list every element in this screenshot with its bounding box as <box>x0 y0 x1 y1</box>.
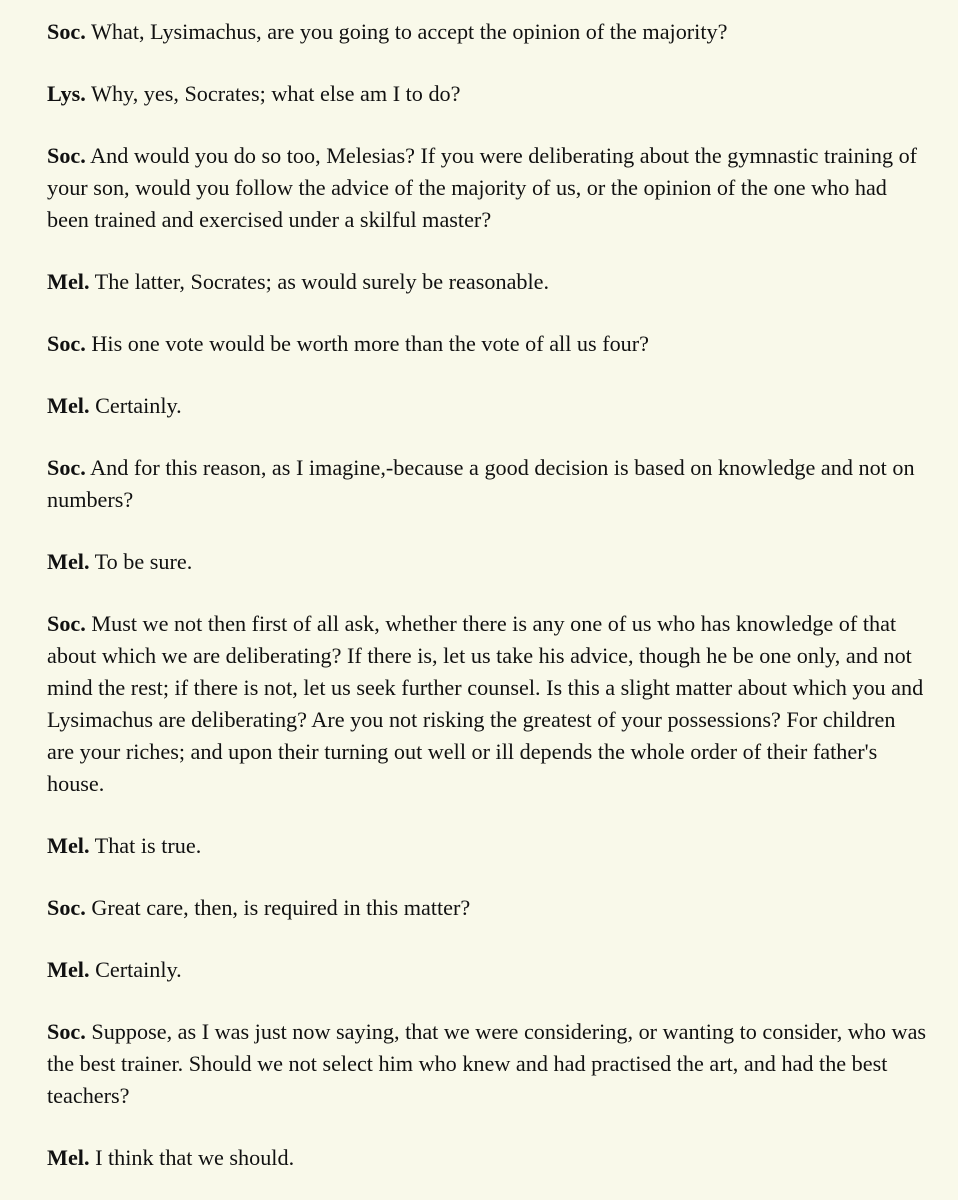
speaker-label: Soc. <box>47 1019 86 1044</box>
dialogue-line <box>47 546 928 578</box>
speaker-label: Mel. <box>47 833 90 858</box>
speaker-label: Soc. <box>47 455 86 480</box>
dialogue-text: Must we not then first of all ask, whether there is any one of us who has knowledge of that about which we are deliberating? If there is, let us take his advice, though he be one only, and not mind the rest; if there is not, let us seek further counsel. Is this a slight matter about which you and Lysimachus are deliberating? Are you not risking the greatest of your possessions? For children are your riches; and upon their turning out well or ill depends the whole order of their father's house. <box>47 611 924 796</box>
speaker-label: Mel. <box>47 269 90 294</box>
dialogue-line <box>47 1142 928 1174</box>
dialogue-text: What, Lysimachus, are you going to accept the opinion of the majority? <box>85 19 728 44</box>
speaker-label: Soc. <box>47 895 86 920</box>
dialogue-line <box>47 608 928 800</box>
speaker-label: Soc. <box>47 331 86 356</box>
dialogue-text: That is true. <box>89 833 202 858</box>
speaker-label: Mel. <box>47 393 90 418</box>
dialogue-text: To be sure. <box>89 549 193 574</box>
dialogue-text: Certainly. <box>89 957 182 982</box>
dialogue-line <box>47 140 928 236</box>
dialogue-text: And would you do so too, Melesias? If you were deliberating about the gymnastic training of your son, would you follow the advice of the majority of us, or the opinion of the one who had been trained and exercised under a skilful master? <box>47 143 918 232</box>
speaker-label: Mel. <box>47 957 90 982</box>
dialogue-text: Suppose, as I was just now saying, that we were considering, or wanting to consider, who was the best trainer. Should we not select him who knew and had practised the art, and had the best teachers? <box>47 1019 927 1108</box>
dialogue-line <box>47 954 928 986</box>
dialogue-line <box>47 266 928 298</box>
dialogue-text: Why, yes, Socrates; what else am I to do? <box>85 81 461 106</box>
dialogue-line <box>47 16 928 48</box>
dialogue-line <box>47 390 928 422</box>
speaker-label: Soc. <box>47 19 86 44</box>
dialogue-text: Great care, then, is required in this matter? <box>85 895 471 920</box>
dialogue-line <box>47 1016 928 1112</box>
dialogue-line <box>47 830 928 862</box>
speaker-label: Soc. <box>47 143 86 168</box>
dialogue-line <box>47 328 928 360</box>
dialogue-line <box>47 78 928 110</box>
dialogue-text: Certainly. <box>89 393 182 418</box>
speaker-label: Mel. <box>47 1145 90 1170</box>
speaker-label: Soc. <box>47 611 86 636</box>
speaker-label: Mel. <box>47 549 90 574</box>
dialogue-line <box>47 892 928 924</box>
dialogue-text: The latter, Socrates; as would surely be reasonable. <box>89 269 550 294</box>
dialogue-text: I think that we should. <box>89 1145 295 1170</box>
dialogue-line <box>47 452 928 516</box>
dialogue-text: And for this reason, as I imagine,-because a good decision is based on knowledge and not on numbers? <box>47 455 915 512</box>
speaker-label: Lys. <box>47 81 86 106</box>
dialogue-text: His one vote would be worth more than the vote of all us four? <box>85 331 650 356</box>
